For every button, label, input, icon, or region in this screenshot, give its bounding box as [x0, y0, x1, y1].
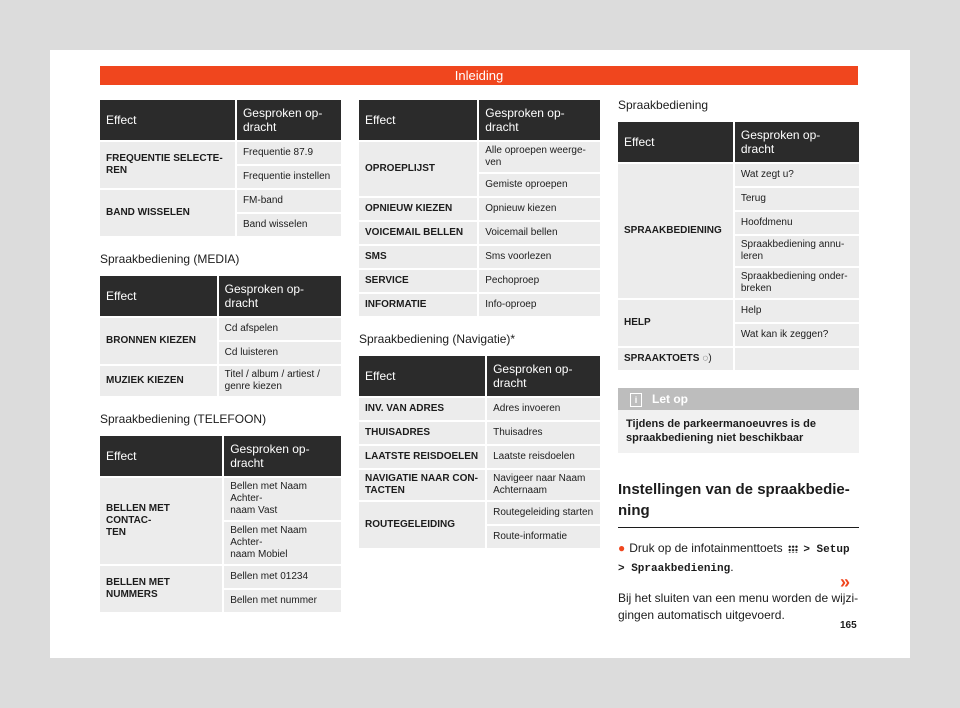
note-header: [618, 388, 859, 410]
command-cell: Alle oproepen weerge- ven: [479, 142, 600, 172]
effect-cell: VOICEMAIL BELLEN: [359, 222, 479, 244]
table-header-row: [359, 356, 600, 396]
effect-cell: LAATSTE REISDOELEN: [359, 446, 487, 468]
voice-button-icon: ◌): [702, 353, 712, 364]
note-text: Tijdens de parkeermanoeuvres is de spraakbediening niet beschikbaar: [626, 418, 816, 444]
command-cell: Cd luisteren: [219, 342, 341, 364]
command-cell: Laatste reisdoelen: [487, 446, 600, 468]
section-title-navigatie: Spraakbediening (Navigatie)*: [359, 332, 516, 346]
chapter-header: Inleiding: [100, 66, 858, 85]
effect-cell: NAVIGATIE NAAR CON- TACTEN: [359, 470, 487, 500]
info-icon: i: [630, 393, 642, 407]
table-row: [100, 142, 341, 164]
header-effect: Effect: [100, 436, 224, 476]
command-cell: Wat zegt u?: [735, 164, 859, 186]
telefoon-commands-table: [100, 434, 341, 614]
effect-cell: MUZIEK KIEZEN: [100, 366, 219, 396]
command-cell: Wat kan ik zeggen?: [735, 324, 859, 346]
effect-cell: ROUTEGELEIDING: [359, 502, 487, 548]
header-effect: Effect: [359, 356, 487, 396]
command-cell: Frequentie 87.9: [237, 142, 341, 164]
effect-cell: BELLEN MET CONTAC- TEN: [100, 478, 224, 564]
effect-cell: SMS: [359, 246, 479, 268]
table-row: [618, 164, 859, 186]
command-cell: Titel / album / artiest / genre kiezen: [219, 366, 341, 396]
command-cell: Pechoproep: [479, 270, 600, 292]
settings-heading: Instellingen van de spraakbedie- ning: [618, 479, 859, 528]
table-row: [359, 198, 600, 220]
effect-cell: BELLEN MET NUMMERS: [100, 566, 224, 612]
command-cell: Opnieuw kiezen: [479, 198, 600, 220]
command-cell: Help: [735, 300, 859, 322]
table-row: [359, 470, 600, 500]
command-cell: Sms voorlezen: [479, 246, 600, 268]
phone-commands-table: [359, 98, 600, 318]
effect-cell: SPRAAKBEDIENING: [618, 164, 735, 298]
page-number: 165: [840, 620, 857, 631]
note-box: [618, 388, 859, 453]
header-spoken-command: Gesproken op- dracht: [479, 100, 600, 140]
table-row: [100, 566, 341, 588]
table-row: [359, 142, 600, 172]
bullet-end: .: [730, 560, 734, 574]
table-header-row: [100, 436, 341, 476]
command-cell: Spraakbediening onder- breken: [735, 268, 859, 298]
header-spoken-command: Gesproken op- dracht: [487, 356, 600, 396]
command-cell: Bellen met Naam Achter- naam Mobiel: [224, 522, 341, 564]
command-cell: Cd afspelen: [219, 318, 341, 340]
column-1: [100, 98, 341, 614]
apps-grid-icon: [788, 545, 798, 553]
header-spoken-command: Gesproken op- dracht: [224, 436, 341, 476]
command-cell: Bellen met nummer: [224, 590, 341, 612]
effect-cell: OPNIEUW KIEZEN: [359, 198, 479, 220]
table-row: [359, 270, 600, 292]
command-cell: FM-band: [237, 190, 341, 212]
effect-cell-spraaktoets: SPRAAKTOETS ◌): [618, 348, 735, 370]
note-title: Let op: [652, 392, 688, 406]
command-cell: Route-informatie: [487, 526, 600, 548]
table-row: [359, 246, 600, 268]
menu-path-spraakbediening: > Spraakbediening: [618, 563, 731, 575]
effect-cell: OPROEPLIJST: [359, 142, 479, 196]
command-cell: Frequentie instellen: [237, 166, 341, 188]
effect-cell: THUISADRES: [359, 422, 487, 444]
table-row: [359, 294, 600, 316]
command-cell: Info-oproep: [479, 294, 600, 316]
table-row: [359, 398, 600, 420]
header-spoken-command: Gesproken op- dracht: [735, 122, 859, 162]
table-row: [618, 348, 859, 370]
spraakbediening-commands-table: [618, 120, 859, 372]
header-effect: Effect: [359, 100, 479, 140]
table-row: [100, 318, 341, 340]
navigatie-commands-table: [359, 354, 600, 550]
table-header-row: [100, 100, 341, 140]
effect-cell: BAND WISSELEN: [100, 190, 237, 236]
effect-cell: BRONNEN KIEZEN: [100, 318, 219, 364]
header-spoken-command: Gesproken op- dracht: [237, 100, 341, 140]
effect-cell: FREQUENTIE SELECTE- REN: [100, 142, 237, 188]
command-cell: Thuisadres: [487, 422, 600, 444]
table-row: [359, 422, 600, 444]
effect-cell: INV. VAN ADRES: [359, 398, 487, 420]
command-cell: Voicemail bellen: [479, 222, 600, 244]
header-effect: Effect: [100, 276, 219, 316]
command-cell: [735, 348, 859, 370]
header-effect: Effect: [100, 100, 237, 140]
table-row: [359, 446, 600, 468]
command-cell: Band wisselen: [237, 214, 341, 236]
command-cell: Terug: [735, 188, 859, 210]
header-spoken-command: Gesproken op- dracht: [219, 276, 341, 316]
table-row: [100, 478, 341, 520]
table-row: [359, 222, 600, 244]
effect-cell: HELP: [618, 300, 735, 346]
radio-commands-table: [100, 98, 341, 238]
table-row: [100, 366, 341, 396]
effect-cell: SERVICE: [359, 270, 479, 292]
command-cell: Bellen met Naam Achter- naam Vast: [224, 478, 341, 520]
command-cell: Hoofdmenu: [735, 212, 859, 234]
command-cell: Bellen met 01234: [224, 566, 341, 588]
command-cell: Routegeleiding starten: [487, 502, 600, 524]
table-row: [359, 502, 600, 524]
effect-cell: INFORMATIE: [359, 294, 479, 316]
section-title-spraakbediening: Spraakbediening: [618, 98, 709, 112]
menu-path-setup: > Setup: [803, 544, 850, 556]
table-header-row: [359, 100, 600, 140]
instruction-bullet: [618, 540, 859, 578]
bullet-text: Druk op de infotainmenttoets: [629, 541, 783, 555]
section-title-media: Spraakbediening (MEDIA): [100, 252, 240, 266]
table-row: [100, 190, 341, 212]
command-cell: Spraakbediening annu- leren: [735, 236, 859, 266]
column-2: [359, 98, 600, 550]
header-effect: Effect: [618, 122, 735, 162]
info-paragraph: Bij het sluiten van een menu worden de wijzi- gingen automatisch uitgevoerd.: [618, 591, 859, 622]
continue-mark: »: [840, 572, 851, 592]
section-title-telefoon: Spraakbediening (TELEFOON): [100, 412, 267, 426]
bullet-icon: ●: [618, 541, 626, 555]
table-row: [618, 300, 859, 322]
command-cell: Adres invoeren: [487, 398, 600, 420]
command-cell: Navigeer naar Naam Achternaam: [487, 470, 600, 500]
media-commands-table: [100, 274, 341, 398]
command-cell: Gemiste oproepen: [479, 174, 600, 196]
column-3: [618, 98, 859, 624]
table-header-row: [618, 122, 859, 162]
table-header-row: [100, 276, 341, 316]
